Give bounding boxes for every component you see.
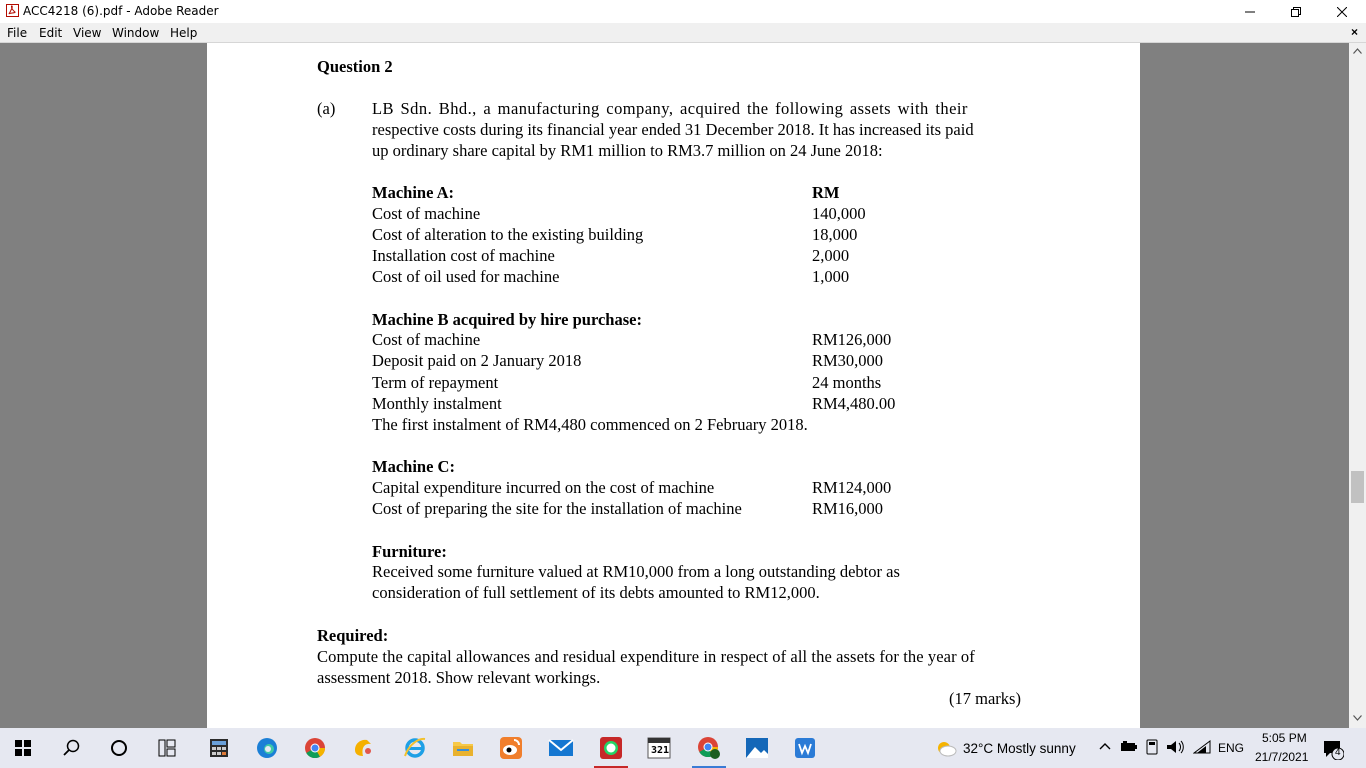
menu-edit[interactable]: Edit [39,26,63,40]
task-view-icon [158,739,176,757]
folder-icon [451,736,475,760]
close-icon [1337,7,1347,17]
intro-line-1: LB Sdn. Bhd., a manufacturing company, acquired the following assets with their [372,99,968,118]
taskbar-bubble-app[interactable] [340,728,386,768]
bubble-app-icon [351,736,375,760]
restore-button[interactable] [1273,0,1319,23]
machine-a-label-2: Cost of alteration to the existing building [372,225,644,244]
marks: (17 marks) [949,689,1021,708]
mail-icon [548,737,574,759]
cortana-icon [110,739,128,757]
notification-count: 4 [1335,747,1341,758]
scroll-down-icon[interactable] [1353,715,1362,721]
taskbar-file-explorer[interactable] [440,728,486,768]
wifi-icon[interactable] [1193,740,1211,754]
word-icon [794,737,816,759]
furniture-line-2: consideration of full settlement of its debts amounted to RM12,000. [372,583,820,602]
close-button[interactable] [1319,0,1365,23]
window-title: ACC4218 (6).pdf - Adobe Reader [23,4,219,18]
clock-time[interactable]: 5:05 PM [1262,731,1307,745]
windows-logo-icon [15,740,31,756]
taskbar-weibo-app[interactable] [488,728,534,768]
menu-bar [0,23,1366,43]
taskbar-edge[interactable] [244,728,290,768]
weather-icon[interactable] [935,739,957,757]
whatsapp-icon [599,736,623,760]
machine-b-label-1: Cost of machine [372,330,481,349]
close-document-button[interactable]: × [1350,25,1358,39]
vertical-scrollbar[interactable] [1349,43,1366,728]
machine-a-value-2: 18,000 [812,225,858,244]
intro-line-2: respective costs during its financial year ended 31 December 2018. It has increased its paid [372,120,974,139]
cortana-button[interactable] [96,728,142,768]
taskbar-mail[interactable] [538,728,584,768]
restore-icon [1291,7,1301,17]
chrome-icon [303,736,327,760]
taskbar [0,728,1366,768]
required-line-1: Compute the capital allowances and residual expenditure in respect of all the assets for the year of [317,647,975,666]
machine-b-value-3: 24 months [812,373,882,392]
machine-a-value-4: 1,000 [812,267,850,286]
rm-column-heading: RM [812,183,840,202]
edge-icon [255,736,279,760]
volume-icon[interactable] [1166,739,1186,755]
usb-device-icon[interactable] [1145,739,1159,755]
menu-help[interactable]: Help [170,26,198,40]
language-indicator[interactable]: ENG [1218,741,1245,755]
task-view-button[interactable] [144,728,190,768]
weibo-icon [499,736,523,760]
intro-line-3: up ordinary share capital by RM1 million to RM3.7 million on 24 June 2018: [372,141,883,160]
machine-b-value-2: RM30,000 [812,351,884,370]
minimize-button[interactable] [1227,0,1273,23]
search-button[interactable] [48,728,94,768]
title-bar [0,0,1366,23]
machine-b-heading: Machine B acquired by hire purchase: [372,310,642,329]
clock-date[interactable]: 21/7/2021 [1255,750,1309,764]
calendar-day: 321 [651,745,670,756]
machine-b-value-4: RM4,480.00 [812,394,896,413]
taskbar-calculator[interactable] [196,728,242,768]
taskbar-word[interactable] [782,728,828,768]
minimize-icon [1245,7,1255,17]
start-button[interactable] [0,728,46,768]
taskbar-calendar[interactable] [636,728,682,768]
machine-a-value-1: 140,000 [812,204,866,223]
machine-b-label-2: Deposit paid on 2 January 2018 [372,351,582,370]
taskbar-chrome[interactable] [292,728,338,768]
scroll-up-icon[interactable] [1353,48,1362,54]
taskbar-internet-explorer[interactable] [392,728,438,768]
required-heading: Required: [317,626,389,645]
internet-explorer-icon [403,736,427,760]
adobe-reader-icon [6,4,19,17]
scroll-thumb[interactable] [1351,471,1364,503]
taskbar-photos[interactable] [734,728,780,768]
machine-a-label-1: Cost of machine [372,204,481,223]
required-line-2: assessment 2018. Show relevant workings. [317,668,601,687]
menu-view[interactable]: View [73,26,102,40]
machine-b-label-3: Term of repayment [372,373,499,392]
machine-c-label-1: Capital expenditure incurred on the cost of machine [372,478,715,497]
question-heading: Question 2 [317,57,393,76]
calculator-icon [208,737,230,759]
machine-a-label-4: Cost of oil used for machine [372,267,560,286]
taskbar-chrome-profile[interactable] [686,728,732,768]
machine-b-label-4: Monthly instalment [372,394,502,413]
menu-file[interactable]: File [7,26,28,40]
menu-window[interactable]: Window [112,26,160,40]
weather-text[interactable]: 32°C Mostly sunny [963,741,1076,756]
battery-icon[interactable] [1120,740,1138,754]
photos-icon [745,737,769,759]
furniture-heading: Furniture: [372,542,447,561]
part-label: (a) [317,99,336,118]
taskbar-whatsapp[interactable] [588,728,634,768]
machine-b-note: The first instalment of RM4,480 commenced on 2 February 2018. [372,415,808,434]
machine-c-heading: Machine C: [372,457,455,476]
machine-a-value-3: 2,000 [812,246,850,265]
machine-a-heading: Machine A: [372,183,455,202]
search-icon [62,739,80,757]
machine-b-value-1: RM126,000 [812,330,892,349]
tray-chevron-up-icon[interactable] [1099,742,1111,750]
machine-c-value-2: RM16,000 [812,499,884,518]
furniture-line-1: Received some furniture valued at RM10,000 from a long outstanding debtor as [372,562,900,581]
document-viewer[interactable] [0,43,1349,728]
chrome-profile-icon [696,735,722,761]
machine-c-label-2: Cost of preparing the site for the installation of machine [372,499,742,518]
machine-a-label-3: Installation cost of machine [372,246,555,265]
pdf-page [207,43,1140,728]
machine-c-value-1: RM124,000 [812,478,892,497]
